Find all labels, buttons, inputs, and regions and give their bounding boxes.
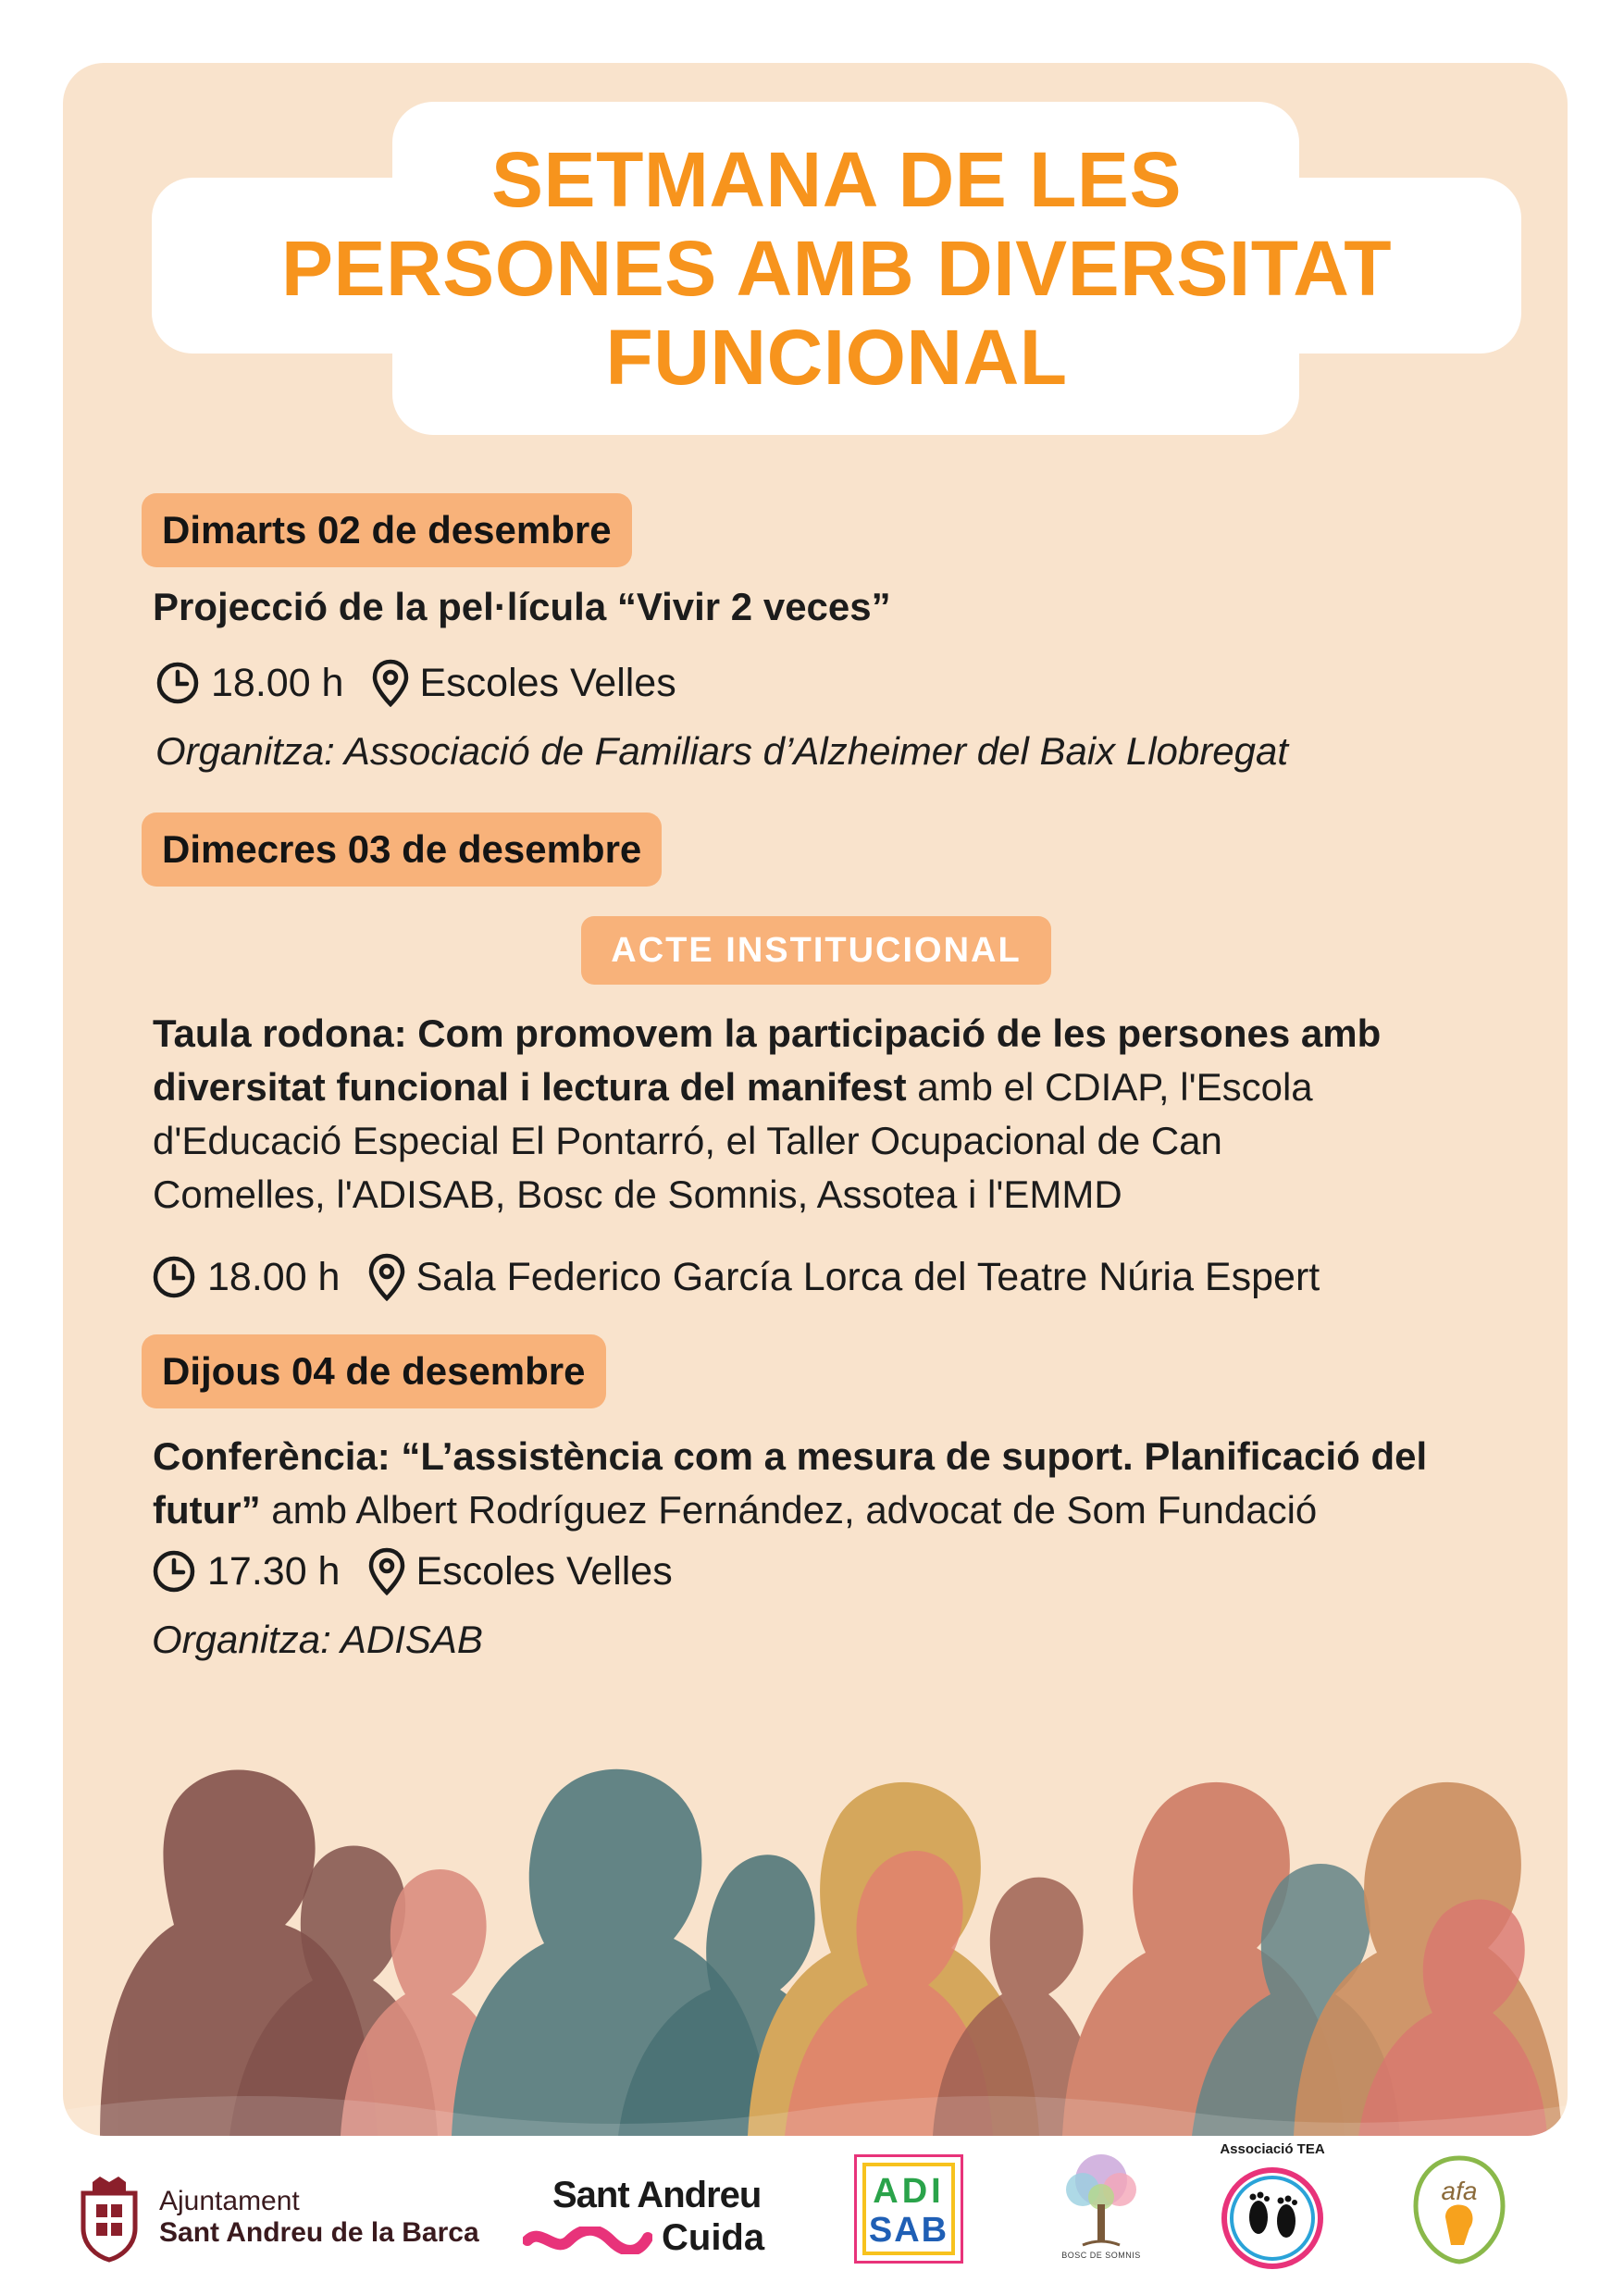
clock-icon <box>152 1549 196 1594</box>
ajuntament-logo <box>74 2175 500 2267</box>
event-date-tag: Dimecres 03 de desembre <box>142 813 662 887</box>
event-place: Escoles Velles <box>419 660 676 705</box>
wave-brand-icon <box>523 2227 652 2254</box>
bosc-label: BOSC DE SOMNIS <box>1061 2251 1141 2260</box>
location-pin-icon <box>367 1547 406 1595</box>
event-place: Escoles Velles <box>415 1548 673 1594</box>
event-organizer: Organitza: Associació de Familiars d’Alzheimer del Baix Llobregat <box>155 729 1288 773</box>
adisab-top: ADI <box>873 2172 945 2211</box>
adisab-bottom: SAB <box>868 2211 949 2250</box>
cuida-line1: Sant Andreu <box>552 2175 762 2215</box>
event-description-text: amb Albert Rodríguez Fernández, advocat de Som Fundació <box>260 1488 1318 1532</box>
tree-icon <box>1055 2149 1147 2249</box>
footprints-icon <box>1218 2164 1327 2273</box>
title-line: PERSONES AMB DIVERSITAT <box>280 225 1393 312</box>
footer-logos <box>0 2138 1624 2295</box>
associacio-tea-logo <box>1212 2141 1333 2280</box>
ajuntament-name: Sant Andreu de la Barca <box>159 2217 479 2248</box>
page-title <box>152 135 1521 402</box>
title-line: FUNCIONAL <box>605 314 1068 401</box>
title-line: SETMANA DE LES <box>491 136 1182 223</box>
event-heading: diversitat funcional i lectura del manifest <box>153 1065 907 1109</box>
location-pin-icon <box>371 659 410 707</box>
event-date-tag: Dijous 04 de desembre <box>142 1334 606 1408</box>
event-place: Sala Federico García Lorca del Teatre Núria Espert <box>415 1254 1320 1299</box>
event-time: 17.30 h <box>207 1548 341 1594</box>
event-meta <box>155 655 676 711</box>
cuida-line2: Cuida <box>662 2217 765 2258</box>
event-description <box>153 1430 1504 1537</box>
tea-label: Associació TEA <box>1220 2141 1325 2157</box>
event-badge: ACTE INSTITUCIONAL <box>581 916 1051 985</box>
event-description <box>153 1007 1504 1222</box>
afa-logo <box>1408 2152 1510 2267</box>
event-description-text: Comelles, l'ADISAB, Bosc de Somnis, Assotea i l'EMMD <box>153 1172 1122 1216</box>
location-pin-icon <box>367 1253 406 1301</box>
clock-icon <box>152 1255 196 1299</box>
people-silhouettes-illustration <box>63 1675 1568 2136</box>
coat-of-arms-icon <box>74 2175 144 2264</box>
event-heading: Conferència: “L’assistència com a mesura de suport. Planificació del <box>153 1434 1428 1478</box>
ajuntament-label: Ajuntament <box>159 2186 300 2216</box>
event-heading: Projecció de la pel·lícula “Vivir 2 veces” <box>153 585 891 628</box>
event-time: 18.00 h <box>211 660 344 705</box>
title-box <box>152 102 1521 435</box>
event-meta <box>152 1249 1320 1305</box>
event-heading: Taula rodona: Com promovem la participació de les persones amb <box>153 1011 1382 1055</box>
afa-label: afa <box>1441 2177 1478 2205</box>
event-time: 18.00 h <box>207 1254 341 1299</box>
event-description-text: amb el CDIAP, l'Escola <box>906 1065 1313 1109</box>
sant-andreu-cuida-logo <box>523 2175 791 2267</box>
event-heading-line <box>153 1483 1504 1537</box>
event-heading: futur” <box>153 1488 261 1532</box>
event-meta <box>152 1544 673 1599</box>
adisab-logo <box>854 2154 963 2264</box>
bosc-de-somnis-logo <box>1055 2149 1147 2269</box>
event-description-text: d'Educació Especial El Pontarró, el Taller Ocupacional de Can <box>153 1119 1222 1162</box>
event-organizer: Organitza: ADISAB <box>152 1618 483 1661</box>
clock-icon <box>155 661 200 705</box>
event-heading-line <box>153 1061 1504 1114</box>
afa-emblem-icon <box>1408 2152 1510 2267</box>
event-date-tag: Dimarts 02 de desembre <box>142 493 632 567</box>
